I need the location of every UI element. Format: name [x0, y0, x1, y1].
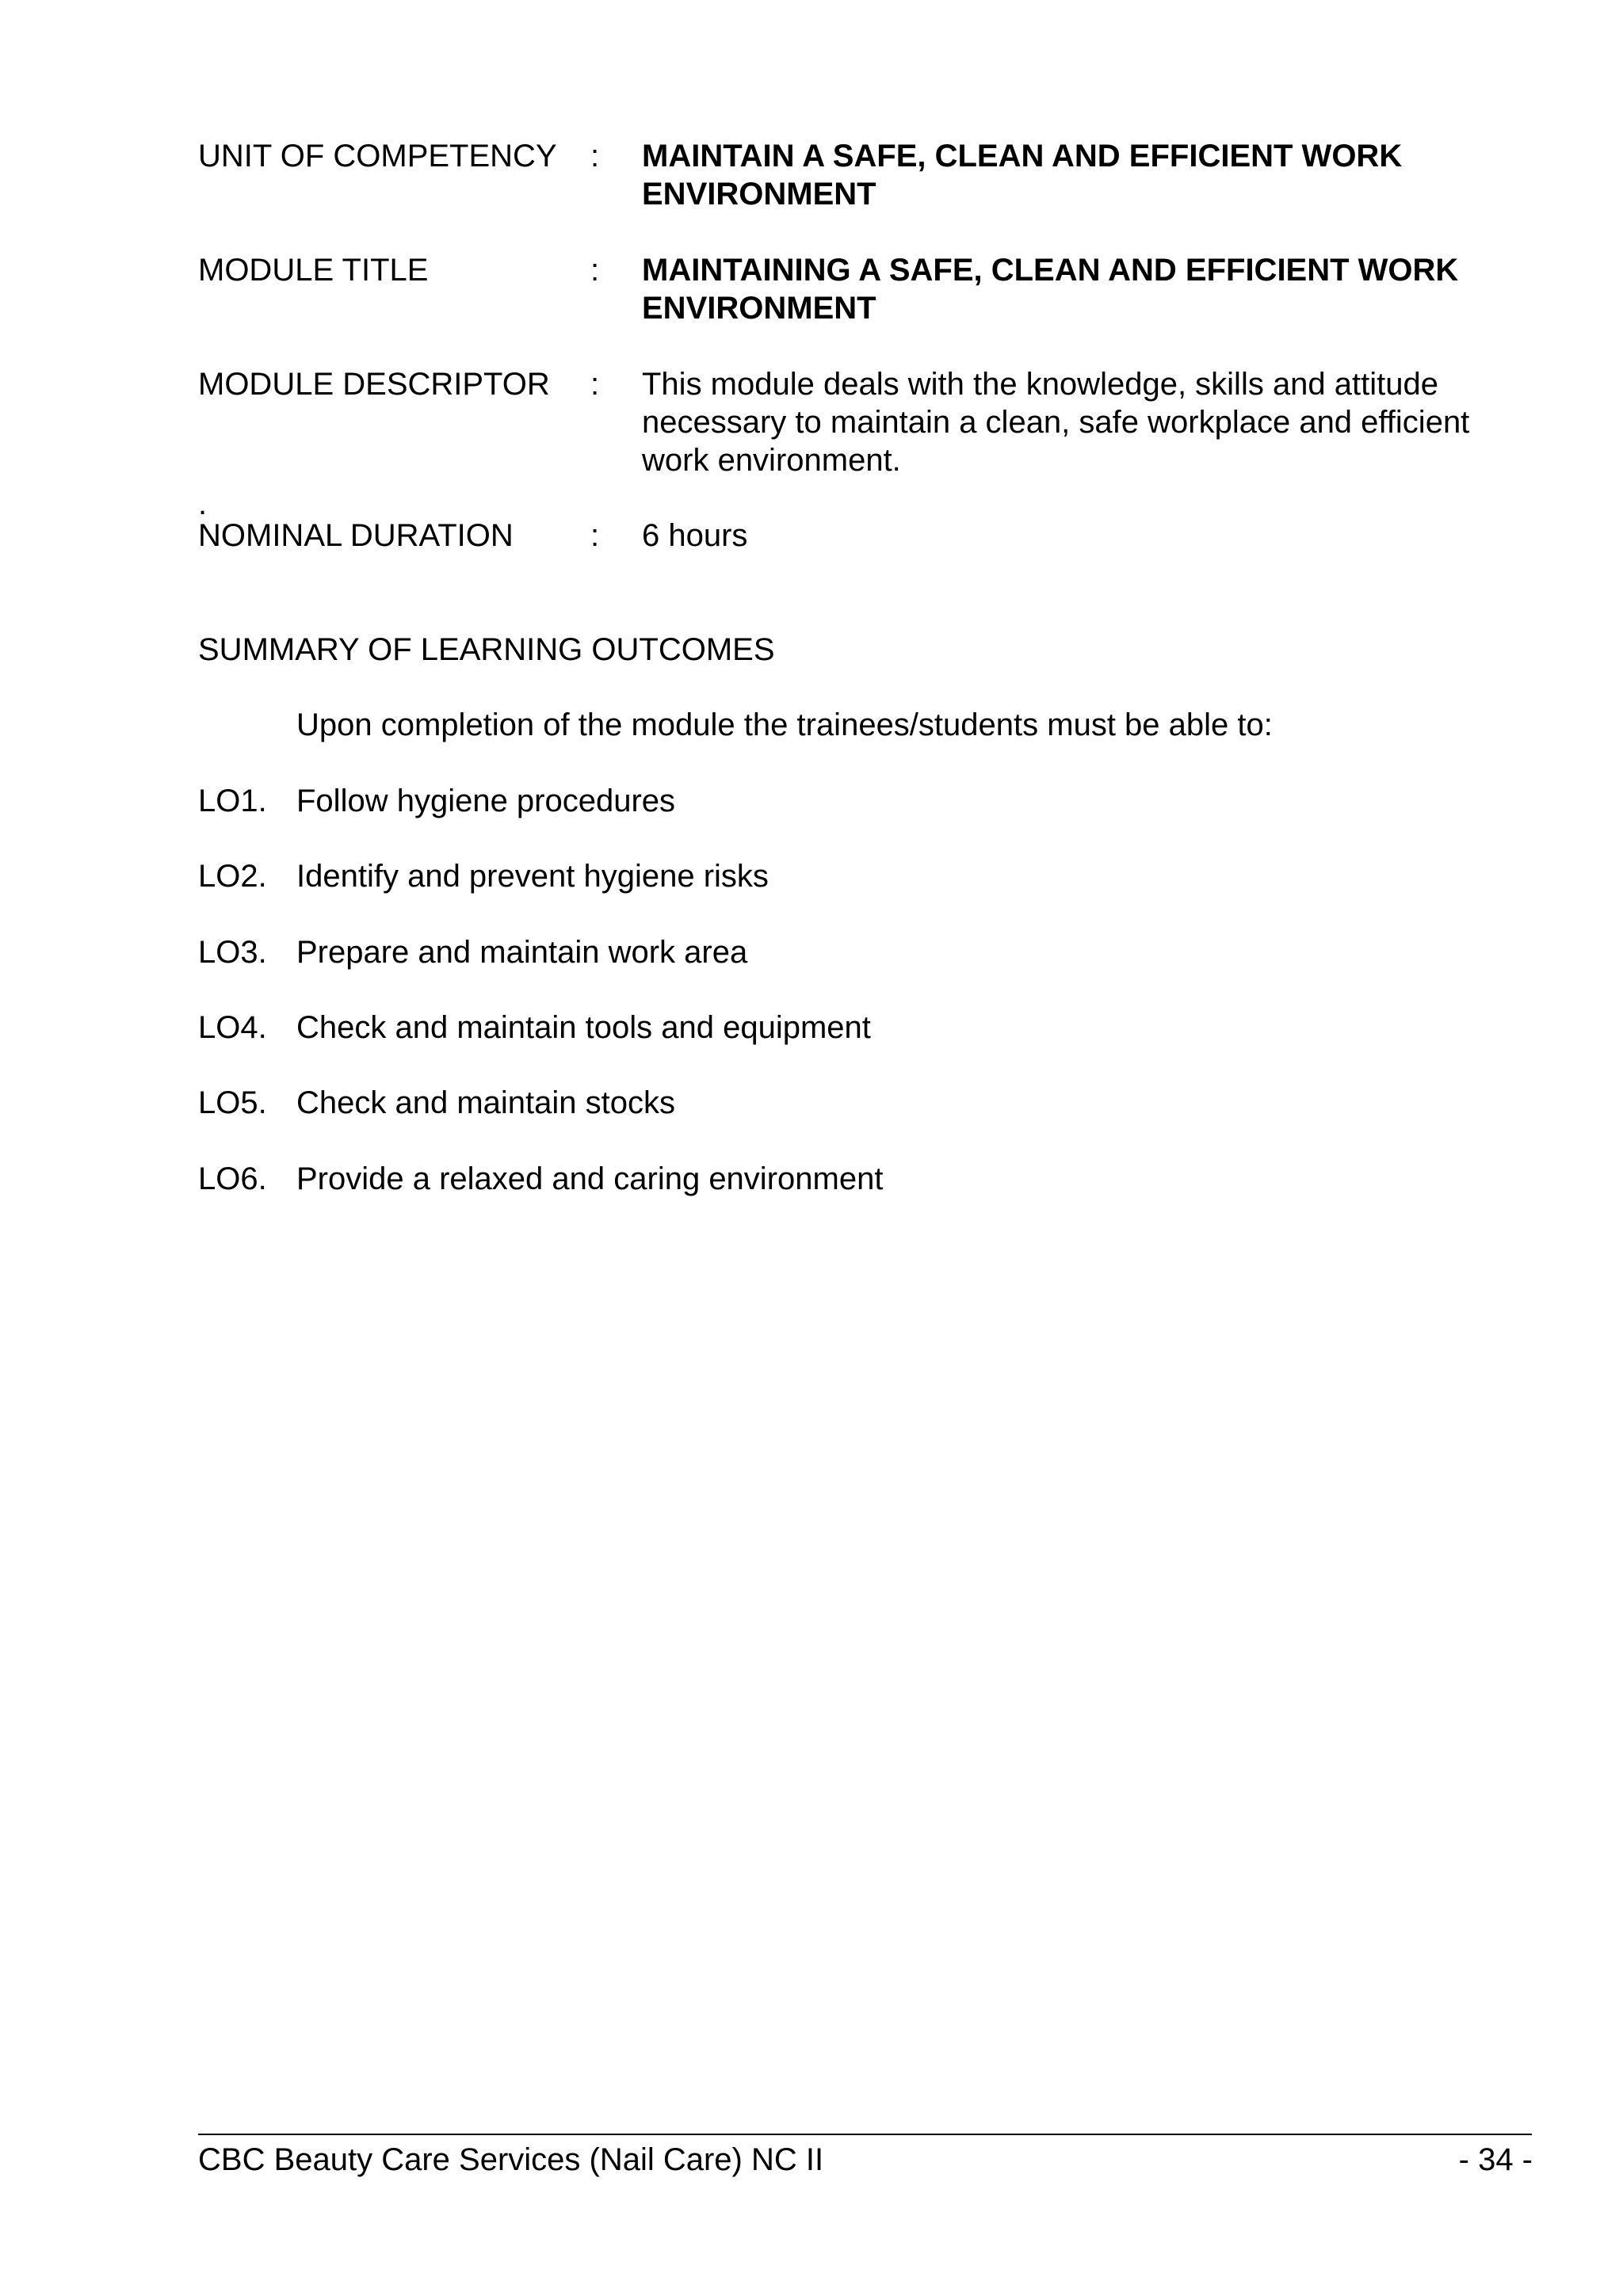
lo-number: LO5. [198, 1085, 267, 1120]
lo-text: Prepare and maintain work area [296, 935, 748, 970]
lo-number: LO3. [198, 935, 267, 970]
module-title-label: MODULE TITLE [198, 253, 429, 288]
lo-text: Check and maintain stocks [296, 1085, 676, 1120]
module-title-separator: : [590, 253, 600, 288]
footer-divider [198, 2134, 1532, 2135]
lo-number: LO6. [198, 1161, 267, 1196]
lo-text: Identify and prevent hygiene risks [296, 859, 769, 894]
lo-number: LO1. [198, 784, 267, 818]
lo-number: LO4. [198, 1010, 267, 1045]
lo-number: LO2. [198, 859, 267, 894]
summary-intro: Upon completion of the module the trainees/students must be able to: [296, 707, 1273, 742]
nominal-duration-separator: : [590, 518, 600, 553]
lo-text: Provide a relaxed and caring environment [296, 1161, 884, 1196]
module-descriptor-separator: : [590, 367, 600, 402]
stray-mark: . [198, 486, 208, 521]
nominal-duration-value: 6 hours [642, 518, 748, 553]
unit-of-competency-separator: : [590, 139, 600, 174]
nominal-duration-label: NOMINAL DURATION [198, 518, 514, 553]
unit-of-competency-value: MAINTAIN A SAFE, CLEAN AND EFFICIENT WORK ENVIRONMENT [642, 139, 1403, 212]
footer-title: CBC Beauty Care Services (Nail Care) NC II [198, 2142, 824, 2177]
lo-text: Follow hygiene procedures [296, 784, 676, 818]
module-descriptor-label: MODULE DESCRIPTOR [198, 367, 550, 402]
page-number: - 34 - [1458, 2142, 1533, 2177]
summary-heading: SUMMARY OF LEARNING OUTCOMES [198, 632, 775, 667]
lo-text: Check and maintain tools and equipment [296, 1010, 871, 1045]
unit-of-competency-label: UNIT OF COMPETENCY [198, 139, 557, 174]
module-descriptor-value: This module deals with the knowledge, skills and attitude necessary to maintain a clean, safe workplace and efficient work environment. [642, 367, 1470, 478]
module-title-value: MAINTAINING A SAFE, CLEAN AND EFFICIENT WORK ENVIRONMENT [642, 253, 1459, 326]
